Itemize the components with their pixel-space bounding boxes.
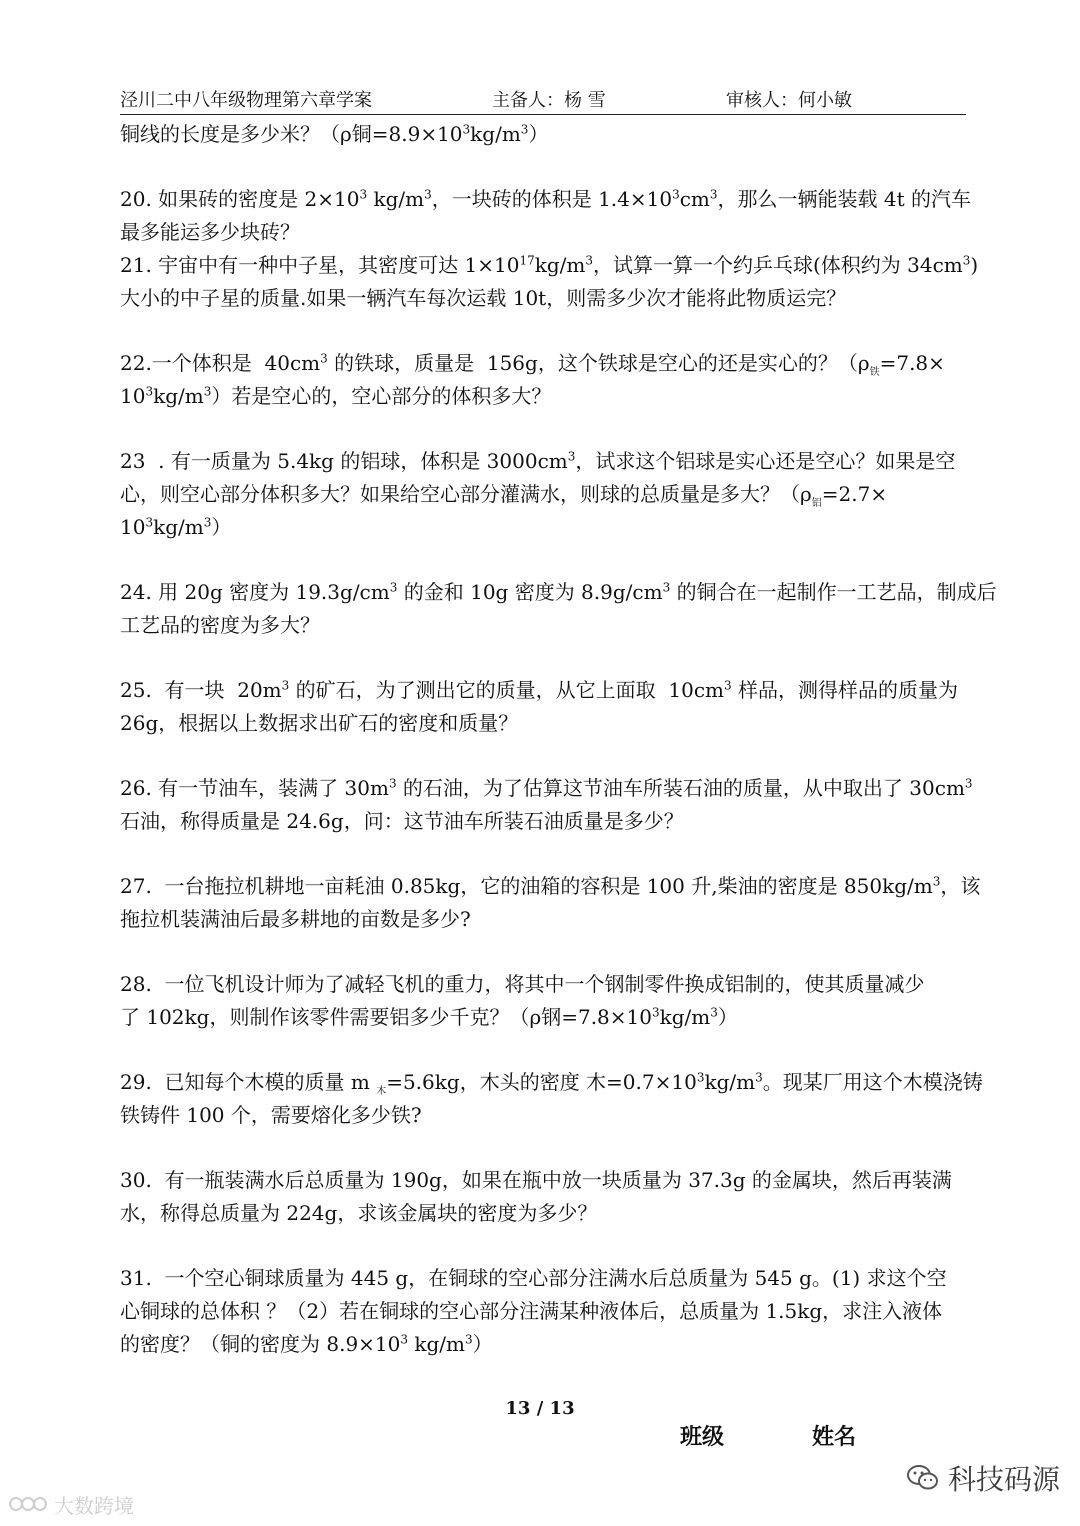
question-22: 22.一个体积是 $40cm^3$ 的铁球，质量是 156g，这个铁球是空心的还是实心的？（$\rho_铁=7.8\times$ $10^3kg/m^3$）若是空心的，空心部分的体积多大？ xyxy=(120,351,945,408)
question-31: 31. 一个空心铜球质量为 445 g，在铜球的空心部分注满水后总质量为 545 g。(1) 求这个空 心铜球的总体积 ？（2）若在铜球的空心部分注满某种液体后，总质量为 1.5kg，求注入液体 的密度？（铜的密度为 $8.9\times 10^3$ $kg/m^3$） xyxy=(120,1266,947,1356)
watermark-right-text: 科技码源 xyxy=(948,1463,1061,1496)
question-23: 23 . 有一质量为 5.4kg 的铝球，体积是 $3000cm^3$，试求这个铝球是实心还是空心？如果是空 心，则空心部分体积多大？如果给空心部分灌满水，则球的总质量是多大？（$\rho_铝=2.7\times$ $10^3kg/m^3$） xyxy=(120,449,956,539)
brand-logo-icon xyxy=(8,1493,48,1515)
header-title: 泾川二中八年级物理第六章学案 xyxy=(120,90,372,111)
class-label: 班级 xyxy=(680,1424,725,1450)
watermark-left xyxy=(8,1490,134,1518)
watermark-right xyxy=(906,1458,1060,1498)
header-reviewer: 审核人：何小敏 xyxy=(726,90,852,111)
question-26: 26. 有一节油车，装满了 $30m^3$ 的石油，为了估算这节油车所装石油的质量，从中取出了 $30cm^3$ 石油，称得质量是 24.6g，问：这节油车所装石油质量是多少？ xyxy=(120,776,973,833)
question-28: 28. 一位飞机设计师为了减轻飞机的重力，将其中一个钢制零件换成铝制的，使其质量减少 了 102kg，则制作该零件需要铝多少千克？（ρ钢$=7.8\times 10^3kg/m^3$） xyxy=(120,972,925,1029)
wechat-icon xyxy=(906,1463,940,1493)
question-29: 29. 已知每个木模的质量 m $_木$=5.6kg，木头的密度 木$=0.7\times 10^3kg/m^3$。现某厂用这个木模浇铸 铁铸件 100 个，需要熔化多少铁? xyxy=(120,1070,983,1127)
page-number: 13 / 13 xyxy=(505,1398,575,1419)
page-header xyxy=(120,88,966,115)
question-19-continued: 铜线的长度是多少米？（ρ铜$=8.9\times 10^3kg/m^3$） xyxy=(120,122,549,146)
header-author: 主备人：杨 雪 xyxy=(492,90,606,111)
question-21: 21. 宇宙中有一种中子星，其密度可达 $1\times 10^{17}kg/m^3$，试算一算一个约乒乓球(体积约为 $34cm^3$) 大小的中子星的质量.如果一辆汽车每次运载 10t，则需多少次才能将此物质运完？ xyxy=(120,253,979,310)
question-list xyxy=(120,118,1000,1361)
question-25: 25. 有一块 $20m^3$ 的矿石，为了测出它的质量，从它上面取 $10cm^3$ 样品，测得样品的质量为 26g，根据以上数据求出矿石的密度和质量？ xyxy=(120,678,958,735)
question-27: 27. 一台拖拉机耕地一亩耗油 0.85kg，它的油箱的容积是 100 升,柴油的密度是 $850kg/m^3$，该 拖拉机装满油后最多耕地的亩数是多少? xyxy=(120,874,981,931)
watermark-left-text: 大数跨境 xyxy=(54,1493,134,1518)
question-30: 30. 有一瓶装满水后总质量为 190g，如果在瓶中放一块质量为 37.3g 的金属块，然后再装满 水，称得总质量为 224g，求该金属块的密度为多少？ xyxy=(120,1168,952,1225)
question-24: 24. 用 20g 密度为 $19.3g/cm^3$ 的金和 10g 密度为 $8.9g/cm^3$ 的铜合在一起制作一工艺品，制成后 工艺品的密度为多大？ xyxy=(120,580,997,637)
question-20: 20. 如果砖的密度是 $2\times 10^3$ $kg/m^3$，一块砖的体积是 $1.4\times 10^3cm^3$，那么一辆能装载 4t 的汽车 最多能运多少块砖？ xyxy=(120,187,972,244)
name-label: 姓名 xyxy=(812,1424,857,1450)
